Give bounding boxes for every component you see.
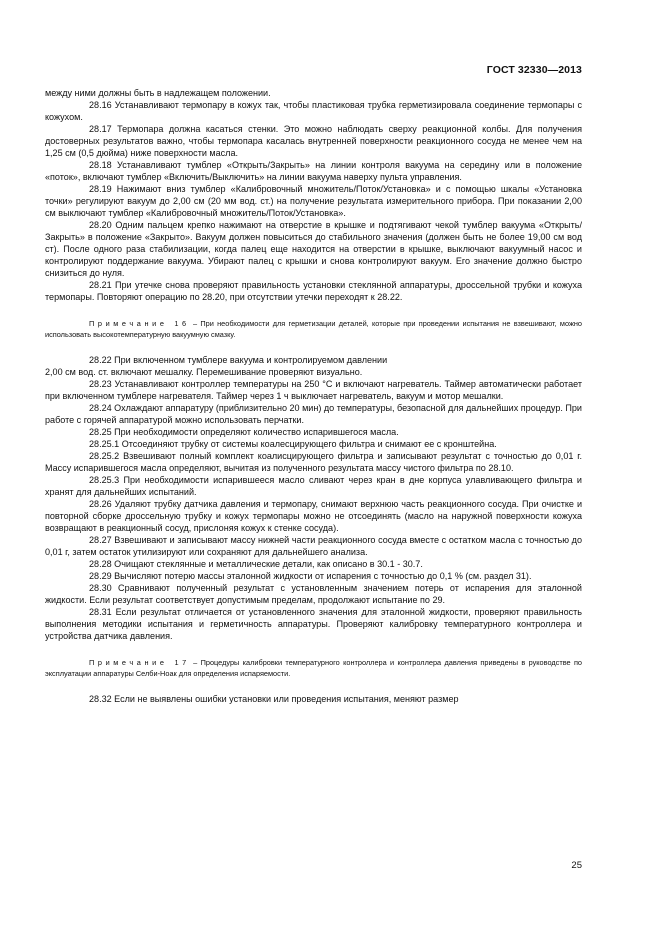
paragraph-28-25-3: 28.25.3 При необходимости испарившееся масло сливают через кран в дне корпуса улавливающего фильтра и хранят для дальнейших испытаний. bbox=[45, 475, 582, 497]
spacer bbox=[45, 679, 582, 693]
paragraph-28-29: 28.29 Вычисляют потерю массы эталонной жидкости от испарения с точностью до 0,1 % (см. раздел 31). bbox=[89, 571, 532, 581]
note-16 bbox=[45, 319, 582, 340]
paragraph-continuation: между ними должны быть в надлежащем положении. bbox=[45, 88, 271, 98]
page-header-standard-code: ГОСТ 32330—2013 bbox=[486, 64, 582, 76]
paragraph-28-28: 28.28 Очищают стеклянные и металлические детали, как описано в 30.1 - 30.7. bbox=[89, 559, 423, 569]
paragraph-28-32: 28.32 Если не выявлены ошибки установки или проведения испытания, меняют размер bbox=[89, 694, 459, 704]
spacer bbox=[45, 340, 582, 354]
note-16-label: Примечание 16 bbox=[89, 319, 190, 328]
note-17-text: – Процедуры калибровки температурного контроллера и контроллера давления приведены в руководстве по эксплуатации аппаратуры Селби-Ноак для определения испаряемости. bbox=[45, 658, 582, 678]
page-number: 25 bbox=[571, 860, 582, 871]
paragraph-28-24: 28.24 Охлаждают аппаратуру (приблизительно 20 мин) до температуры, безопасной для дальнейших процедур. При работе с горячей аппаратурой можно использовать перчатки. bbox=[45, 403, 582, 425]
paragraph-28-27: 28.27 Взвешивают и записывают массу нижней части реакционного сосуда вместе с остатком масла с точностью до 0,01 г, затем остаток утилизируют или сохраняют для дальнейшего анализа. bbox=[45, 535, 582, 557]
paragraph-28-25-1: 28.25.1 Отсоединяют трубку от системы коалесцирующего фильтра и снимают ее с кронштейна. bbox=[89, 439, 497, 449]
note-16-text: – При необходимости для герметизации деталей, которые при проведении испытания не взвешивают, можно использовать высокотемпературную вакуумную смазку. bbox=[45, 319, 583, 339]
paragraph-28-16: 28.16 Устанавливают термопару в кожух так, чтобы пластиковая трубка герметизировала соединение термопары с кожухом. bbox=[45, 100, 582, 122]
note-17 bbox=[45, 658, 582, 679]
paragraph-28-22: 28.22 При включенном тумблере вакуума и контролируемом давлении bbox=[89, 355, 388, 365]
paragraph-28-23: 28.23 Устанавливают контроллер температуры на 250 °С и включают нагреватель. Таймер автоматически работает при включенном тумблере нагревателя. Таймер через 1 ч выключает нагреватель, вакуум и мотор мешалки. bbox=[45, 379, 582, 401]
spacer bbox=[45, 642, 582, 658]
paragraph-28-26: 28.26 Удаляют трубку датчика давления и термопару, снимают верхнюю часть реакционного сосуда. При очистке и повторной сборке дроссельную трубку и кожух термопары можно не отсоединять (масло на наружной поверхности кожуха возвращают в реакционный сосуд, прислоняя кожух к стенке сосуда). bbox=[45, 499, 582, 533]
paragraph-28-19: 28.19 Нажимают вниз тумблер «Калибровочный множитель/Поток/Установка» и с помощью шкалы «Установка точки» регулируют вакуум до 2,00 см (20 мм вод. ст.) на получение результата измерительного прибора. При показании 2,00 см выключают тумблер «Калибровочный множитель/Поток/Установка». bbox=[45, 184, 582, 218]
paragraph-28-25-2: 28.25.2 Взвешивают полный комплект коалисцирующего фильтра и записывают результат с точностью до 0,01 г. Массу испарившегося масла определяют, вычитая из полученного результата массу чистого фильтра по 28.10. bbox=[45, 451, 582, 473]
paragraph-28-20: 28.20 Одним пальцем крепко нажимают на отверстие в крышке и подтягивают чекой тумблер вакуума «Открыть/Закрыть» в положение «Закрыто». Вакуум должен повыситься до стабильного значения (должен быть не более 19,00 см вод ст). После одного раза стабилизации, когда палец еще находится на отверстии в крышке, выключают вакуумный насос и контролируют поддержание вакуума. Убирают палец с крышки и снова контролируют вакуум. Его значение должно быстро снизиться до нуля. bbox=[45, 220, 582, 278]
paragraph-28-21: 28.21 При утечке снова проверяют правильность установки стеклянной аппаратуры, дроссельной трубки и кожуха термопары. Повторяют операцию по 28.20, при отсутствии утечки переходят к 28.22. bbox=[45, 280, 582, 302]
paragraph-28-25: 28.25 При необходимости определяют количество испарившегося масла. bbox=[89, 427, 399, 437]
paragraph-28-31: 28.31 Если результат отличается от установленного значения для эталонной жидкости, проверяют правильность выполнения методики испытания и герметичность аппаратуры. Проверяют калибровку температурного контроллера и устройства датчика давления. bbox=[45, 607, 582, 641]
note-17-label: Примечание 17 bbox=[89, 658, 190, 667]
document-body bbox=[45, 87, 582, 705]
paragraph-28-22-continuation: 2,00 см вод. ст. включают мешалку. Перемешивание проверяют визуально. bbox=[45, 367, 363, 377]
paragraph-28-30: 28.30 Сравнивают полученный результат с установленным значением потерь от испарения для эталонной жидкости. Если результат соответствует допустимым пределам, продолжают испытание по 29. bbox=[45, 583, 582, 605]
spacer bbox=[45, 303, 582, 319]
paragraph-28-18: 28.18 Устанавливают тумблер «Открыть/Закрыть» на линии контроля вакуума на середину или в положение «поток», включают тумблер «Включить/Выключить» на линии вакуума наверху пульта управления. bbox=[45, 160, 582, 182]
paragraph-28-17: 28.17 Термопара должна касаться стенки. Это можно наблюдать сверху реакционной колбы. Для получения достоверных результатов важно, чтобы термопара касалась внутренней поверхности реакционного сосуда не менее чем на 1,25 см (0,5 дюйма) ниже поверхности масла. bbox=[45, 124, 582, 158]
